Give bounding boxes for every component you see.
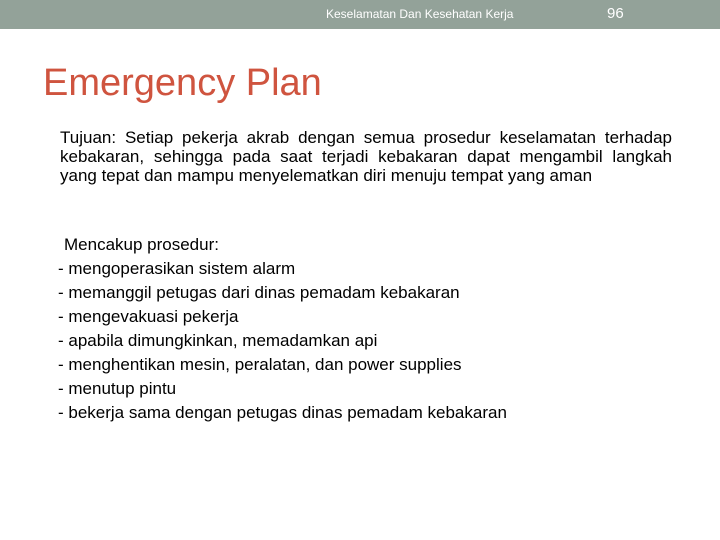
procedure-item: - bekerja sama dengan petugas dinas pemadam kebakaran <box>58 403 507 422</box>
procedure-item: - mengevakuasi pekerja <box>58 307 239 326</box>
header-bar <box>0 0 720 29</box>
procedure-list-heading: Mencakup prosedur: <box>64 235 219 254</box>
procedure-item: - menghentikan mesin, peralatan, dan power supplies <box>58 355 462 374</box>
header-title: Keselamatan Dan Kesehatan Kerja <box>326 7 514 21</box>
page-number: 96 <box>607 5 624 22</box>
procedure-item: - mengoperasikan sistem alarm <box>58 259 296 278</box>
procedure-item: - memanggil petugas dari dinas pemadam kebakaran <box>58 283 460 302</box>
procedure-item: - apabila dimungkinkan, memadamkan api <box>58 331 378 350</box>
procedure-list <box>58 233 698 425</box>
objective-text: Tujuan: Setiap pekerja akrab dengan semua prosedur keselamatan terhadap kebakaran, sehingga pada saat terjadi kebakaran dapat mengambil langkah yang tepat dan mampu menyelematkan diri menuju tempat yang aman <box>60 128 672 185</box>
slide-title: Emergency Plan <box>43 62 322 104</box>
procedure-item: - menutup pintu <box>58 379 177 398</box>
